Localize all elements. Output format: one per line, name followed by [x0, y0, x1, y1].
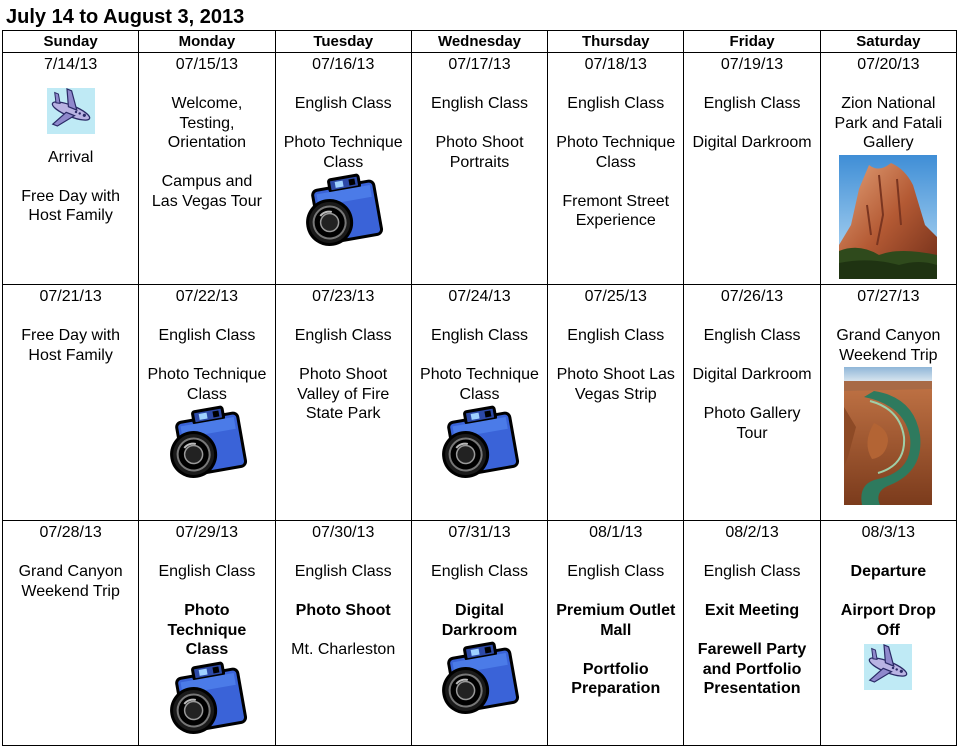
calendar-table — [2, 30, 957, 746]
header-wednesday: Wednesday — [411, 31, 547, 53]
day-date: 07/21/13 — [39, 288, 102, 305]
event-entry: Exit Meeting — [704, 602, 800, 619]
day-date: 07/18/13 — [584, 56, 647, 73]
airplane-icon-wrapper — [821, 642, 956, 698]
day-date: 07/17/13 — [448, 56, 511, 73]
day-date: 07/20/13 — [857, 56, 920, 73]
event-entry: English Class — [294, 563, 392, 580]
event-entry: Airport Drop Off — [840, 602, 936, 639]
day-cell-tuesday — [275, 53, 411, 285]
event-entry: Digital Darkroom — [692, 366, 812, 383]
event-entry: Farewell Party and Portfolio Presentation — [697, 641, 807, 697]
event-entry: English Class — [158, 563, 256, 580]
day-cell-thursday — [548, 285, 684, 521]
event-entry: Premium Outlet Mall — [556, 602, 676, 639]
event-entry: Departure — [850, 563, 927, 580]
event-entry: Photo Technique Class — [283, 134, 403, 171]
event-entry: Photo Technique Class — [147, 366, 267, 403]
day-cell-sunday — [3, 285, 139, 521]
event-entry: English Class — [567, 95, 665, 112]
event-entry: English Class — [431, 95, 528, 112]
event-entry: Fremont Street Experience — [562, 192, 670, 229]
week-row — [3, 53, 957, 285]
day-date: 07/19/13 — [720, 56, 784, 73]
day-cell-sunday — [3, 53, 139, 285]
day-cell-saturday — [820, 521, 956, 746]
event-entry: Free Day with Host Family — [21, 327, 120, 364]
day-cell-wednesday — [411, 53, 547, 285]
day-date: 08/1/13 — [589, 524, 643, 541]
weekday-header-row — [3, 31, 957, 53]
event-entry: English Class — [703, 327, 801, 344]
day-cell-thursday — [548, 53, 684, 285]
header-friday: Friday — [684, 31, 820, 53]
header-tuesday: Tuesday — [275, 31, 411, 53]
event-entry: Grand Canyon Weekend Trip — [836, 327, 941, 364]
day-cell-friday — [684, 285, 820, 521]
camera-icon — [434, 404, 524, 484]
camera-icon — [434, 640, 524, 720]
event-entry: Photo Shoot — [295, 602, 391, 619]
day-date: 07/16/13 — [312, 56, 375, 73]
day-date: 07/26/13 — [720, 288, 784, 305]
day-date: 07/15/13 — [175, 56, 239, 73]
day-cell-saturday — [820, 53, 956, 285]
week-row — [3, 285, 957, 521]
day-cell-friday — [684, 521, 820, 746]
day-cell-monday — [139, 521, 275, 746]
day-date: 07/28/13 — [39, 524, 102, 541]
camera-icon-wrapper — [139, 660, 274, 746]
day-date: 07/27/13 — [857, 288, 920, 305]
camera-icon — [298, 172, 388, 252]
day-date: 07/30/13 — [312, 524, 375, 541]
zion-photo — [839, 155, 937, 279]
event-entry: Zion National Park and Fatali Gallery — [834, 95, 943, 151]
day-date: 07/25/13 — [584, 288, 647, 305]
calendar-title: July 14 to August 3, 2013 — [6, 6, 245, 28]
day-cell-sunday — [3, 521, 139, 746]
event-entry: English Class — [158, 327, 256, 344]
camera-icon-wrapper — [412, 404, 547, 490]
header-sunday: Sunday — [3, 31, 139, 53]
day-cell-wednesday — [411, 521, 547, 746]
event-entry: English Class — [703, 95, 801, 112]
event-entry: Photo Shoot Portraits — [435, 134, 524, 171]
header-thursday: Thursday — [548, 31, 684, 53]
event-entry: Portfolio Preparation — [571, 660, 661, 697]
event-entry: Arrival — [47, 148, 94, 166]
event-entry: Grand Canyon Weekend Trip — [18, 563, 123, 600]
day-date: 07/31/13 — [448, 524, 511, 541]
header-saturday: Saturday — [820, 31, 956, 53]
event-entry: English Class — [703, 563, 801, 580]
day-date: 07/29/13 — [175, 524, 239, 541]
event-entry: Photo Gallery Tour — [703, 405, 801, 442]
day-date: 7/14/13 — [43, 56, 98, 73]
event-entry: Digital Darkroom — [692, 134, 812, 151]
event-entry: Photo Technique Class — [167, 602, 247, 658]
canyon-photo-wrapper — [821, 367, 956, 511]
camera-icon — [162, 404, 252, 484]
event-entry: English Class — [431, 327, 528, 344]
event-entry: Photo Shoot Las Vegas Strip — [556, 366, 675, 403]
airplane-icon — [45, 86, 97, 136]
event-entry: English Class — [294, 95, 392, 112]
top-image-wrapper — [3, 86, 138, 142]
airplane-icon-wrapper — [3, 86, 138, 142]
event-entry: Photo Technique Class — [420, 366, 539, 403]
event-entry: English Class — [294, 327, 392, 344]
airplane-icon — [862, 642, 914, 692]
day-date: 07/23/13 — [312, 288, 375, 305]
day-date: 08/2/13 — [725, 524, 779, 541]
day-date: 08/3/13 — [861, 524, 916, 541]
event-entry: Mt. Charleston — [291, 641, 396, 658]
week-row — [3, 521, 957, 746]
event-entry: English Class — [567, 327, 665, 344]
camera-icon-wrapper — [412, 640, 547, 726]
day-cell-tuesday — [275, 285, 411, 521]
day-cell-friday — [684, 53, 820, 285]
event-entry: Campus and Las Vegas Tour — [151, 173, 262, 210]
day-cell-saturday — [820, 285, 956, 521]
day-date: 07/22/13 — [175, 288, 239, 305]
event-entry: English Class — [431, 563, 528, 580]
event-entry: Digital Darkroom — [441, 602, 518, 639]
canyon-photo — [844, 367, 932, 505]
day-cell-thursday — [548, 521, 684, 746]
zion-photo-wrapper — [821, 155, 956, 285]
day-cell-wednesday — [411, 285, 547, 521]
event-entry: Free Day with Host Family — [21, 187, 120, 224]
day-cell-tuesday — [275, 521, 411, 746]
event-entry: Photo Shoot Valley of Fire State Park — [297, 366, 390, 422]
header-monday: Monday — [139, 31, 275, 53]
event-entry: English Class — [567, 563, 665, 580]
day-cell-monday — [139, 285, 275, 521]
event-entry: Welcome, Testing, Orientation — [167, 95, 247, 151]
day-date: 07/24/13 — [448, 288, 511, 305]
day-cell-monday — [139, 53, 275, 285]
event-entry: Photo Technique Class — [556, 134, 676, 171]
camera-icon-wrapper — [276, 172, 411, 258]
camera-icon — [162, 660, 252, 740]
camera-icon-wrapper — [139, 404, 274, 490]
